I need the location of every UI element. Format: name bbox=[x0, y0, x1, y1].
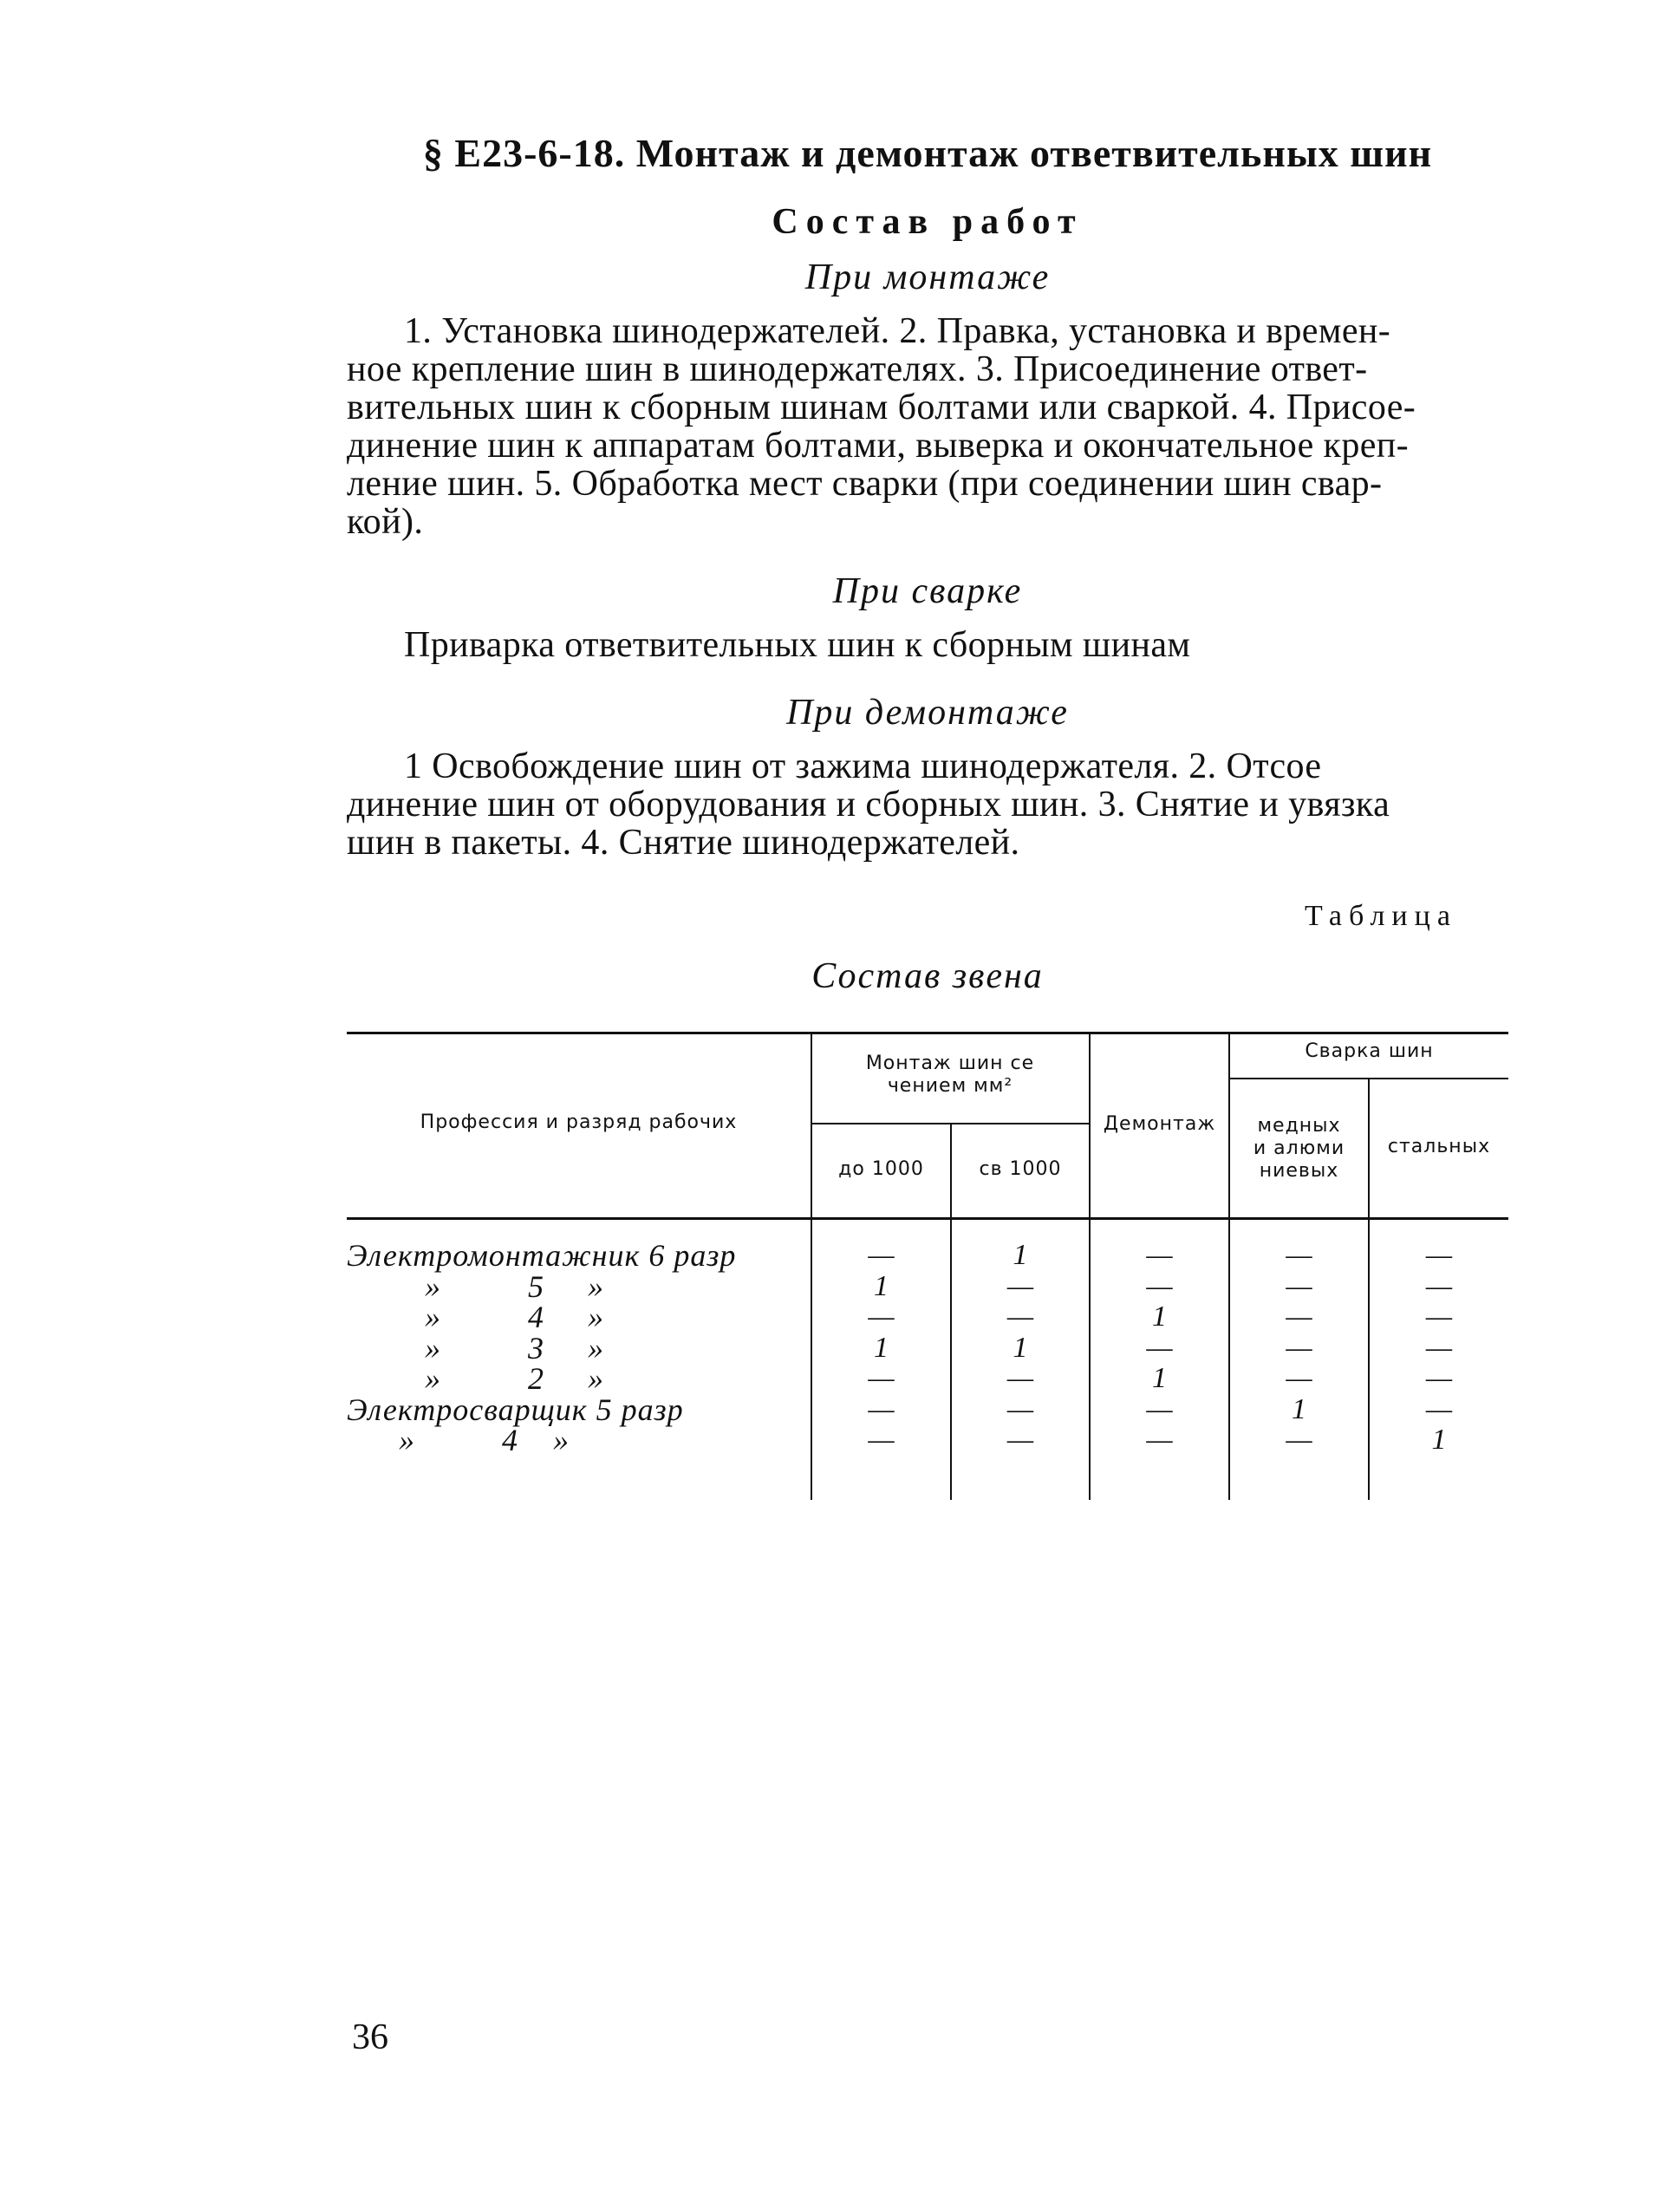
table-cell: — bbox=[1146, 1331, 1173, 1364]
table-cell: — bbox=[1425, 1331, 1453, 1364]
mounting-line: кой). bbox=[347, 502, 424, 542]
mounting-line: динение шин к аппаратам болтами, выверка и окончательное креп- bbox=[347, 426, 1410, 466]
header-profession: Профессия и разряд рабочих bbox=[420, 1111, 738, 1133]
table-cell: — bbox=[868, 1424, 895, 1456]
table-row-profession: » 3 » bbox=[347, 1330, 604, 1365]
table-cell: — bbox=[1006, 1300, 1034, 1333]
dismantling-line: 1 Освобождение шин от зажима шинодержателя. 2. Отсое bbox=[404, 746, 1322, 786]
header-mounting-line: Монтаж шин се bbox=[865, 1053, 1035, 1074]
table-cell: — bbox=[1006, 1392, 1034, 1425]
table-cell: — bbox=[1006, 1269, 1034, 1302]
table-cell: 1 bbox=[1431, 1424, 1447, 1456]
welding-paragraph: Приварка ответвительных шин к сборным шинам bbox=[404, 625, 1191, 665]
composition-heading: Состав работ bbox=[772, 202, 1084, 242]
table-top-rule bbox=[347, 1032, 1508, 1034]
header-mounting-line: чением мм² bbox=[887, 1075, 1013, 1097]
table-cell: — bbox=[868, 1392, 895, 1425]
mounting-line: 1. Установка шинодержателей. 2. Правка, установка и времен- bbox=[404, 311, 1391, 351]
header-copper-line: медных bbox=[1257, 1115, 1341, 1137]
header-steel: стальных bbox=[1387, 1136, 1491, 1157]
table-cell: — bbox=[1425, 1392, 1453, 1425]
header-copper-aluminum bbox=[1230, 1115, 1368, 1183]
mounting-line: ное крепление шин в шинодержателях. 3. Присоединение ответ- bbox=[347, 349, 1368, 389]
mounting-line: вительных шин к сборным шинам болтами или сваркой. 4. Присое- bbox=[347, 388, 1416, 427]
header-copper-line: ниевых bbox=[1259, 1160, 1339, 1182]
table-row-profession: » 5 » bbox=[347, 1268, 604, 1304]
table-row-profession: Электросварщик 5 разр bbox=[347, 1392, 684, 1427]
table-row-profession: » 2 » bbox=[347, 1361, 604, 1396]
subheading-dismantling: При демонтаже bbox=[786, 693, 1069, 733]
table-cell: 1 bbox=[1013, 1331, 1028, 1364]
table-title: Состав звена bbox=[811, 956, 1044, 996]
table-cell: — bbox=[1425, 1239, 1453, 1271]
table-cell: — bbox=[868, 1239, 895, 1271]
table-cell: — bbox=[1286, 1239, 1312, 1271]
dismantling-paragraph bbox=[347, 747, 1513, 862]
section-title: § Е23-6-18. Монтаж и демонтаж ответвительных шин bbox=[422, 131, 1433, 175]
table-cell: — bbox=[1006, 1362, 1034, 1394]
subheading-welding: При сварке bbox=[832, 571, 1023, 611]
table-cell: — bbox=[1286, 1424, 1312, 1456]
mounting-line: ление шин. 5. Обработка мест сварки (при соединении шин свар- bbox=[347, 464, 1383, 504]
subheading-mounting: При монтаже bbox=[804, 257, 1051, 297]
header-mounting-group bbox=[812, 1053, 1088, 1098]
table-cell: — bbox=[1286, 1331, 1312, 1364]
table-cell: 1 bbox=[1152, 1300, 1167, 1333]
table-cell: — bbox=[868, 1300, 895, 1333]
table-cell: — bbox=[1146, 1424, 1173, 1456]
table-cell: — bbox=[1286, 1300, 1312, 1333]
header-upto-1000: до 1000 bbox=[838, 1158, 924, 1180]
header-welding-group: Сварка шин bbox=[1305, 1040, 1434, 1062]
table-cell: — bbox=[1146, 1392, 1173, 1425]
table-cell: — bbox=[1006, 1424, 1034, 1456]
table-cell: — bbox=[1146, 1269, 1173, 1302]
table-cell: — bbox=[868, 1362, 895, 1394]
table-cell: — bbox=[1425, 1362, 1453, 1394]
dismantling-line: динение шин от оборудования и сборных шин. 3. Снятие и увязка bbox=[347, 785, 1390, 825]
header-dismantling: Демонтаж bbox=[1103, 1113, 1216, 1135]
table-cell: — bbox=[1286, 1362, 1312, 1394]
table-row-profession: » 4 » bbox=[347, 1300, 604, 1334]
table-cell: 1 bbox=[1292, 1392, 1306, 1425]
table-cell: — bbox=[1425, 1300, 1453, 1333]
table-cell: 1 bbox=[874, 1269, 889, 1302]
table-cell: — bbox=[1425, 1269, 1453, 1302]
page-number: 36 bbox=[352, 2017, 388, 2057]
table-row-profession: » 4 » bbox=[347, 1423, 570, 1457]
header-copper-line: и алюми bbox=[1253, 1137, 1345, 1159]
table-cell: 1 bbox=[1013, 1239, 1028, 1271]
table-cell: — bbox=[1286, 1269, 1312, 1302]
table-cell: 1 bbox=[874, 1331, 889, 1364]
header-over-1000: св 1000 bbox=[979, 1158, 1062, 1180]
mounting-paragraph bbox=[347, 312, 1513, 541]
table-row-profession: Электромонтажник 6 разр bbox=[347, 1238, 737, 1273]
table-cell: — bbox=[1146, 1239, 1173, 1271]
dismantling-line: шин в пакеты. 4. Снятие шинодержателей. bbox=[347, 823, 1020, 863]
table-label: Таблица bbox=[1305, 900, 1457, 932]
table-header-rule bbox=[347, 1217, 1508, 1220]
table-cell: 1 bbox=[1152, 1362, 1167, 1394]
